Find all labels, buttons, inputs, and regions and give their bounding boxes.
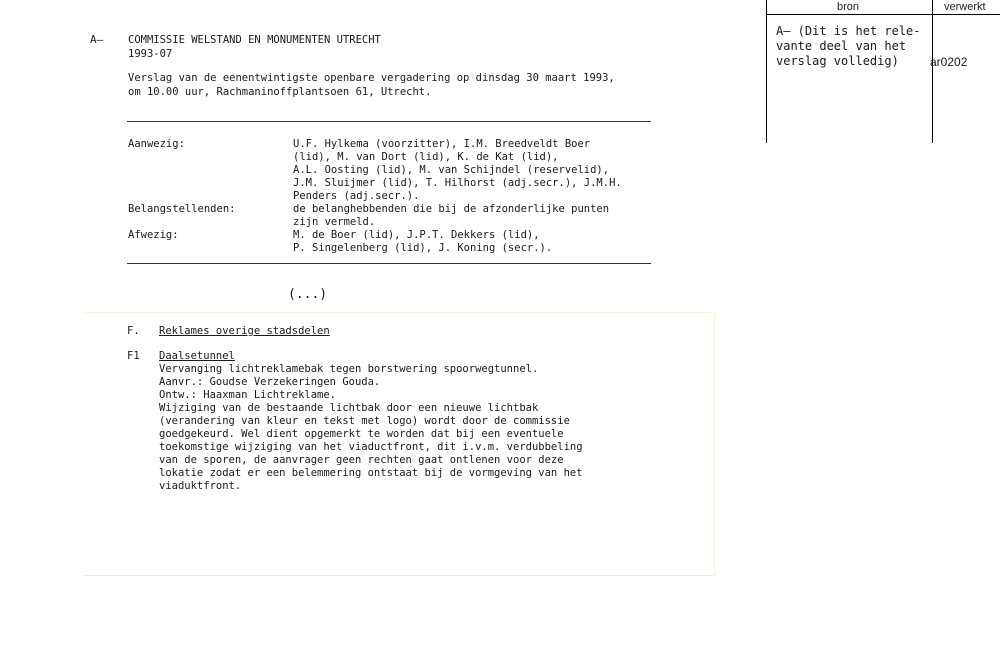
item-title: Daalsetunnel xyxy=(159,350,235,362)
bron-note: A– (Dit is het rele- vante deel van het verslag volledig) xyxy=(776,24,921,68)
intro-line: om 10.00 uur, Rachmaninoffplantsoen 61, Utrecht. xyxy=(128,86,432,98)
item-line: toekomstige wijziging van het viaductfront, dit i.v.m. verdubbeling xyxy=(159,441,583,453)
attendance-line: A.L. Oosting (lid), M. van Schijndel (reservelid), xyxy=(293,164,610,176)
attendance-line: (lid), M. van Dort (lid), K. de Kat (lid), xyxy=(293,151,559,163)
item-line: goedgekeurd. Wel dient opgemerkt te worden dat bij een eventuele xyxy=(159,428,564,440)
section-title: Reklames overige stadsdelen xyxy=(159,325,330,337)
verwerkt-header: verwerkt xyxy=(944,1,986,13)
item-line: (verandering van kleur en tekst met logo) wordt door de commissie xyxy=(159,415,570,427)
item-code: F1 xyxy=(127,350,140,362)
table-left-border xyxy=(766,0,767,143)
attendance-label-interested: Belangstellenden: xyxy=(128,203,236,215)
table-column-divider xyxy=(932,0,933,143)
attendance-line: U.F. Hylkema (voorzitter), I.M. Breedveldt Boer xyxy=(293,138,591,150)
item-line: van de sporen, de aanvrager geen rechten gaat ontlenen voor deze xyxy=(159,454,564,466)
item-line: lokatie zodat er een belemmering ontstaat bij de vormgeving van het xyxy=(159,467,583,479)
item-line: Wijziging van de bestaande lichtbak door een nieuwe lichtbak xyxy=(159,402,539,414)
organization-title: COMMISSIE WELSTAND EN MONUMENTEN UTRECHT xyxy=(128,34,381,46)
item-line: viaduktfront. xyxy=(159,480,242,492)
omission-ellipsis: (...) xyxy=(288,287,328,302)
attendance-line: zijn vermeld. xyxy=(293,216,376,228)
attendance-label-absent: Afwezig: xyxy=(128,229,179,241)
attendance-line: de belanghebbenden die bij de afzonderlijke punten xyxy=(293,203,610,215)
section-code: F. xyxy=(127,325,140,337)
item-line: Aanvr.: Goudse Verzekeringen Gouda. xyxy=(159,376,381,388)
attendance-line: J.M. Sluijmer (lid), T. Hilhorst (adj.secr.), J.M.H. xyxy=(293,177,622,189)
margin-mark: A– xyxy=(90,33,104,46)
item-line: Ontw.: Haaxman Lichtreklame. xyxy=(159,389,337,401)
intro-line: Verslag van de eenentwintigste openbare vergadering op dinsdag 30 maart 1993, xyxy=(128,72,615,84)
bron-header: bron xyxy=(837,1,860,13)
divider-bottom xyxy=(127,263,651,264)
source-table xyxy=(766,0,1000,143)
verwerkt-value: ar0202 xyxy=(930,55,968,69)
attendance-line: M. de Boer (lid), J.P.T. Dekkers (lid), xyxy=(293,229,540,241)
table-header-rule xyxy=(766,14,1000,15)
item-line: Vervanging lichtreklamebak tegen borstwering spoorwegtunnel. xyxy=(159,363,539,375)
attendance-line: Penders (adj.secr.). xyxy=(293,190,420,202)
attendance-line: P. Singelenberg (lid), J. Koning (secr.). xyxy=(293,242,553,254)
document-reference: 1993-07 xyxy=(128,48,173,60)
divider-top xyxy=(127,121,651,122)
attendance-label-present: Aanwezig: xyxy=(128,138,185,150)
